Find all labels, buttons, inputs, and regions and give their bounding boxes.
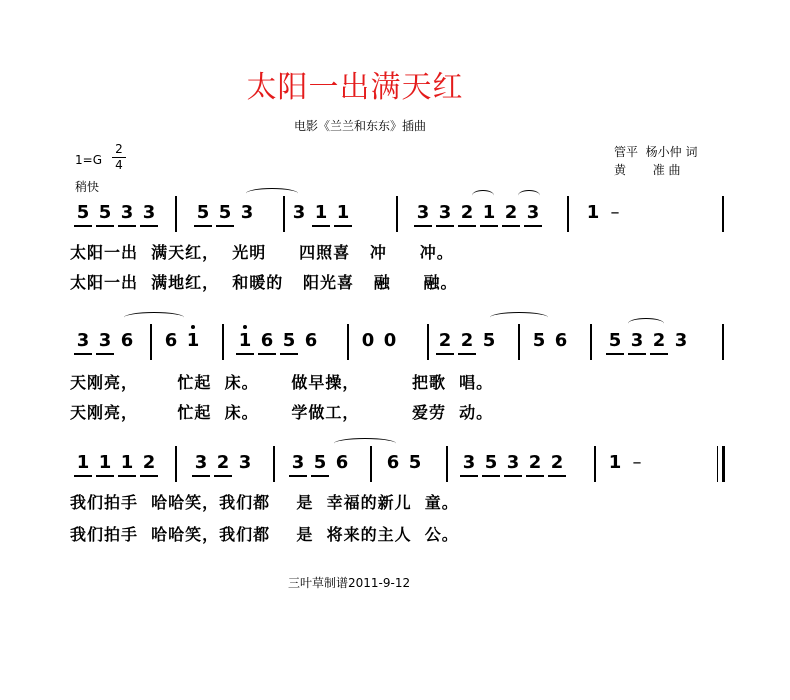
slur bbox=[490, 312, 548, 323]
barline bbox=[150, 324, 152, 360]
composer-credit: 黄 准 曲 bbox=[614, 163, 681, 177]
slur bbox=[334, 438, 396, 449]
slur bbox=[124, 312, 184, 323]
barline bbox=[722, 196, 724, 232]
staff-system-3: 1 1 1 2 3 2 3 3 5 6 6 5 3 5 3 2 2 1 – bbox=[72, 446, 732, 486]
lyric-line: 我们拍手 哈哈笑，我们都 是 将来的主人 公。 bbox=[70, 525, 459, 544]
key-signature: 1=G bbox=[75, 153, 102, 167]
song-title: 太阳一出满天红 bbox=[246, 70, 464, 105]
lyric-line: 天刚亮， 忙起 床。 学做工， 爱劳 动。 bbox=[70, 403, 494, 422]
barline bbox=[594, 446, 596, 482]
barline bbox=[446, 446, 448, 482]
barline bbox=[427, 324, 429, 360]
barline bbox=[175, 196, 177, 232]
staff-system-1: 5 5 3 3 5 5 3 3 1 1 3 3 2 1 2 3 1 – bbox=[72, 196, 732, 236]
barline bbox=[222, 324, 224, 360]
song-subtitle: 电影《兰兰和东东》插曲 bbox=[293, 119, 426, 133]
slur bbox=[246, 188, 298, 199]
barline bbox=[722, 324, 724, 360]
footer-credit: 三叶草制谱2011-9-12 bbox=[288, 576, 411, 590]
lyric-line: 天刚亮， 忙起 床。 做早操， 把歌 唱。 bbox=[70, 373, 494, 392]
barline bbox=[518, 324, 520, 360]
meter-numerator: 2 bbox=[112, 142, 126, 158]
tempo-marking: 稍快 bbox=[75, 180, 100, 194]
lyric-line: 太阳一出 满地红， 和暖的 阳光喜 融 融。 bbox=[70, 273, 458, 292]
staff-system-2: 3 3 6 6 1 1 6 5 6 0 0 2 2 5 5 6 5 3 2 3 bbox=[72, 324, 732, 364]
barline bbox=[283, 196, 285, 232]
barline bbox=[567, 196, 569, 232]
lyricist-credit: 管平 杨小仲 词 bbox=[614, 145, 698, 159]
time-signature bbox=[112, 142, 126, 173]
lyric-line: 我们拍手 哈哈笑，我们都 是 幸福的新儿 童。 bbox=[70, 493, 459, 512]
slur bbox=[472, 190, 494, 201]
barline bbox=[370, 446, 372, 482]
slur bbox=[628, 318, 664, 329]
meter-denominator: 4 bbox=[115, 158, 123, 172]
final-barline-thick bbox=[722, 446, 725, 482]
barline bbox=[273, 446, 275, 482]
final-barline-thin bbox=[717, 446, 718, 482]
barline bbox=[396, 196, 398, 232]
barline bbox=[590, 324, 592, 360]
slur bbox=[518, 190, 540, 201]
lyric-line: 太阳一出 满天红， 光明 四照喜 冲 冲。 bbox=[70, 243, 454, 262]
barline bbox=[175, 446, 177, 482]
barline bbox=[347, 324, 349, 360]
